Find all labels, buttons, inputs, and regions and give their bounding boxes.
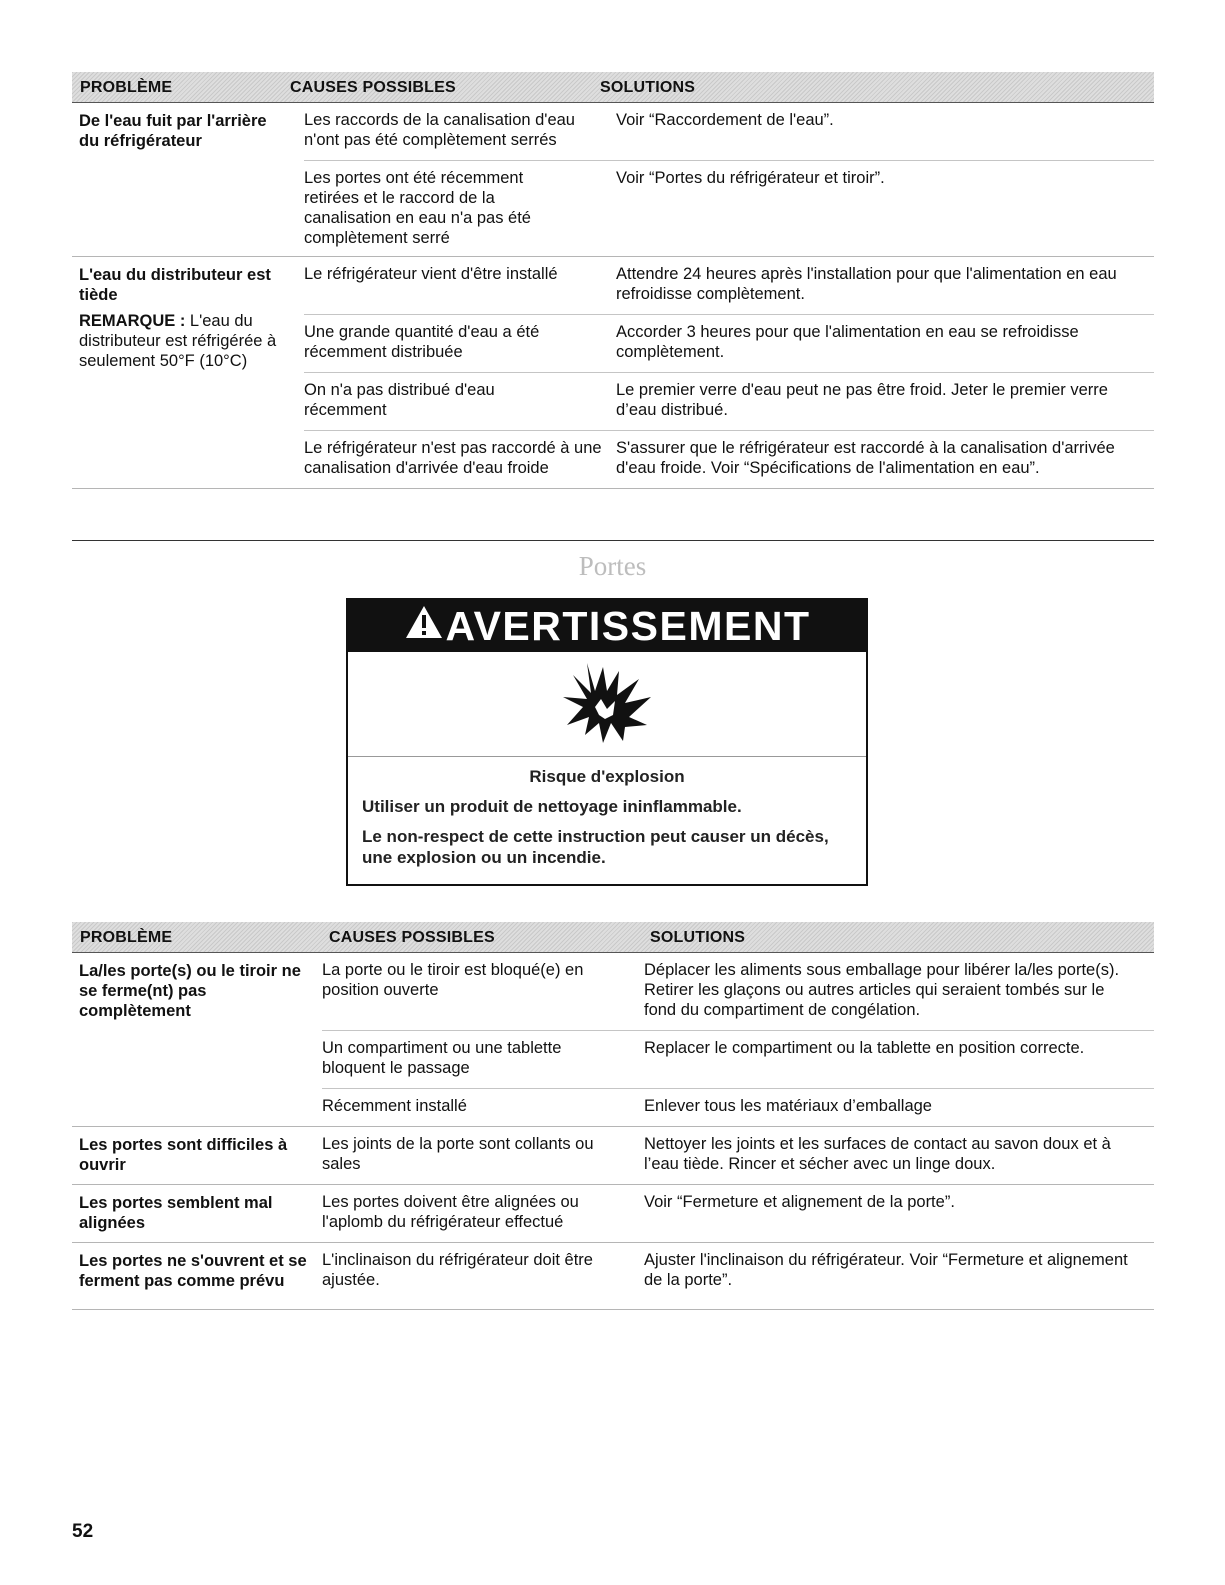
problem-title: L'eau du distributeur est tiède (79, 266, 271, 304)
table-row (304, 257, 1154, 314)
section-title: Portes (578, 551, 647, 581)
warning-line2: Le non-respect de cette instruction peut causer un décès, une explosion ou un incendie. (362, 827, 829, 867)
cause-text: La porte ou le tiroir est bloqué(e) en position ouverte (322, 961, 584, 999)
warning-line1: Utiliser un produit de nettoyage ininflammable. (362, 797, 742, 816)
warning-body (348, 757, 866, 868)
cause-text: Les portes doivent être alignées ou l'aplomb du réfrigérateur effectué (322, 1193, 579, 1231)
warning-title: AVERTISSEMENT (445, 602, 811, 649)
table-group (72, 1185, 1154, 1243)
cause-text: Une grande quantité d'eau a été récemment distribuée (304, 323, 540, 361)
solution-text: Accorder 3 heures pour que l'alimentation en eau se refroidisse complètement. (616, 323, 1079, 361)
table-row (304, 160, 1154, 256)
problem-cell (79, 1251, 309, 1291)
solution-text: Voir “Raccordement de l'eau”. (616, 111, 834, 129)
problem-title: La/les porte(s) ou le tiroir ne se ferme(nt) pas complètement (79, 962, 301, 1020)
table-row (304, 103, 1154, 160)
table-row (322, 1243, 1154, 1300)
solution-text: Voir “Portes du réfrigérateur et tiroir”. (616, 169, 885, 187)
header-probleme: PROBLÈME (80, 79, 173, 96)
warning-header (348, 600, 866, 652)
cause-text: Récemment installé (322, 1097, 467, 1115)
page-number: 52 (72, 1521, 94, 1542)
warning-hazard: Risque d'explosion (529, 767, 685, 786)
header-solutions: SOLUTIONS (650, 929, 746, 946)
solution-text: Nettoyer les joints et les surfaces de contact au savon doux et à l’eau tiède. Rincer et sécher avec un linge doux. (644, 1135, 1111, 1173)
table-row (322, 1088, 1154, 1126)
troubleshooting-table-doors (72, 922, 1154, 1310)
problem-note (79, 311, 284, 371)
solution-text: Attendre 24 heures après l'installation pour que l'alimentation en eau refroidisse complètement. (616, 265, 1117, 303)
solution-text: Voir “Fermeture et alignement de la porte”. (644, 1193, 955, 1211)
table-row (304, 430, 1154, 488)
table-group (72, 103, 1154, 257)
cause-text: Les portes ont été récemment retirées et le raccord de la canalisation en eau n'a pas été complètement serré (304, 169, 531, 247)
cause-text: L'inclinaison du réfrigérateur doit être ajustée. (322, 1251, 593, 1289)
warning-triangle-icon (404, 603, 444, 650)
problem-cell (79, 1135, 314, 1175)
solution-text: Ajuster l'inclinaison du réfrigérateur. Voir “Fermeture et alignement de la porte”. (644, 1251, 1128, 1289)
table-group (72, 953, 1154, 1127)
table-row (322, 1030, 1154, 1088)
cause-text: Le réfrigérateur vient d'être installé (304, 265, 558, 283)
problem-title: Les portes ne s'ouvrent et se ferment pas comme prévu (79, 1252, 307, 1290)
header-probleme: PROBLÈME (80, 929, 173, 946)
header-solutions: SOLUTIONS (600, 79, 696, 96)
problem-cell (79, 265, 294, 371)
solution-text: Enlever tous les matériaux d’emballage (644, 1097, 932, 1115)
warning-box (346, 598, 868, 886)
header-causes: CAUSES POSSIBLES (290, 79, 456, 96)
header-causes: CAUSES POSSIBLES (329, 929, 495, 946)
solution-text: Déplacer les aliments sous emballage pour libérer la/les porte(s). Retirer les glaçons ou autres articles qui seraient tombés sur le fond du compartiment de congélation. (644, 961, 1120, 1019)
solution-text: Replacer le compartiment ou la tablette en position correcte. (644, 1039, 1085, 1057)
note-label: REMARQUE : (79, 312, 186, 330)
cause-text: Un compartiment ou une tablette bloquent le passage (322, 1039, 562, 1077)
problem-cell (79, 961, 304, 1021)
solution-text: S'assurer que le réfrigérateur est raccordé à la canalisation d'arrivée d'eau froide. Voir “Spécifications de l'alimentation en eau”. (616, 439, 1115, 477)
table-group (72, 1243, 1154, 1310)
section-divider (72, 540, 1154, 541)
explosion-icon (348, 652, 866, 757)
table-group (72, 1127, 1154, 1185)
table-header (72, 922, 1154, 953)
table-group (72, 257, 1154, 489)
cause-text: Les raccords de la canalisation d'eau n'ont pas été complètement serrés (304, 111, 575, 149)
cause-text: On n'a pas distribué d'eau récemment (304, 381, 495, 419)
troubleshooting-table-water (72, 72, 1154, 489)
problem-title: Les portes sont difficiles à ouvrir (79, 1136, 288, 1174)
table-row (322, 1127, 1154, 1184)
cause-text: Le réfrigérateur n'est pas raccordé à une canalisation d'arrivée d'eau froide (304, 439, 602, 477)
problem-title: Les portes semblent mal alignées (79, 1194, 273, 1232)
table-row (322, 953, 1154, 1030)
note-text: L'eau du distributeur est réfrigérée à seulement 50°F (10°C) (79, 312, 277, 370)
table-header (72, 72, 1154, 103)
table-row (304, 314, 1154, 372)
problem-cell (79, 1193, 304, 1233)
problem-cell (79, 111, 289, 151)
problem-title: De l'eau fuit par l'arrière du réfrigérateur (79, 112, 267, 150)
table-row (322, 1185, 1154, 1242)
cause-text: Les joints de la porte sont collants ou sales (322, 1135, 594, 1173)
table-row (304, 372, 1154, 430)
solution-text: Le premier verre d'eau peut ne pas être froid. Jeter le premier verre d’eau distribué. (616, 381, 1108, 419)
